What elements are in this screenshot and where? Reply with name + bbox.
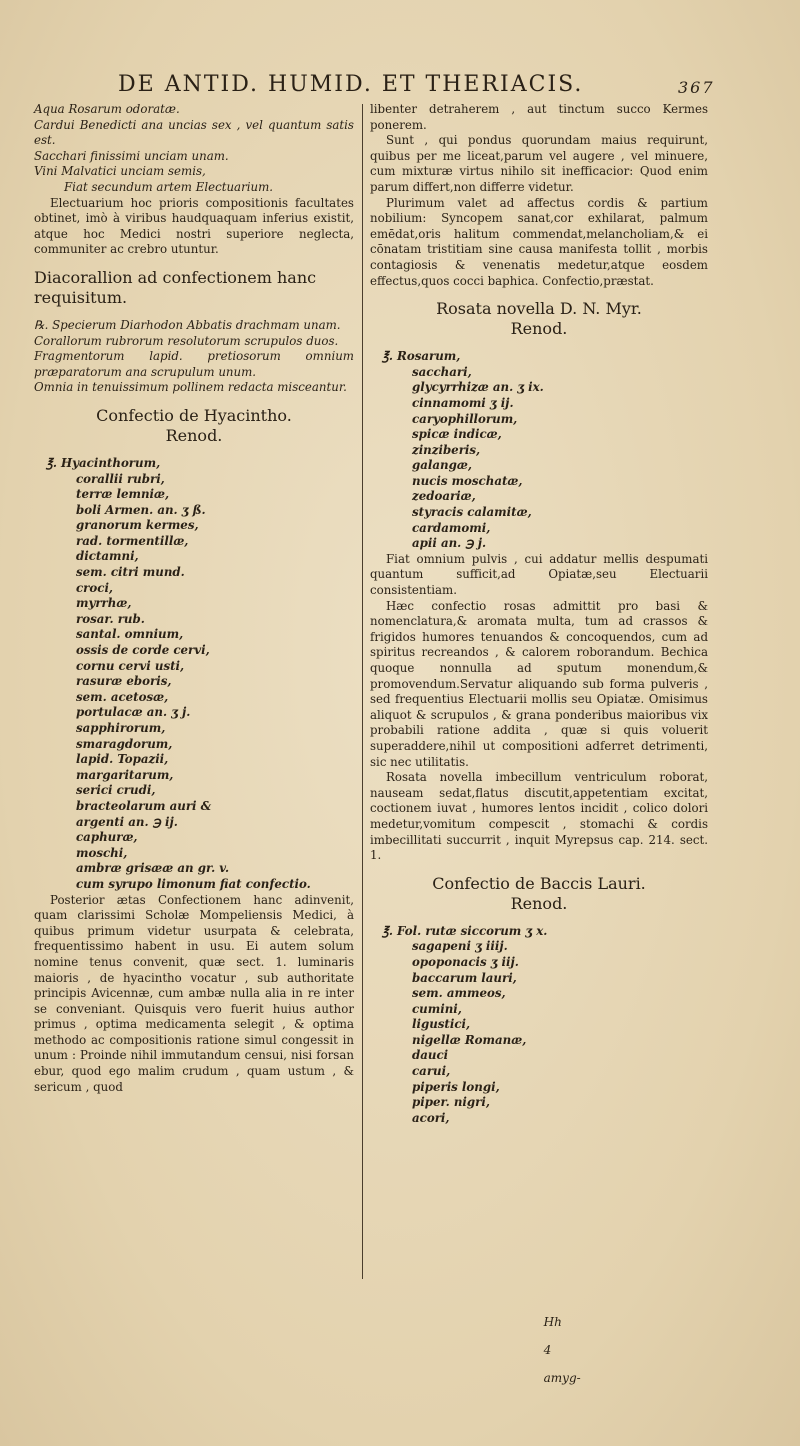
ingredient: boli Armen. an. ʒ ß. [76, 502, 206, 517]
spacer [34, 308, 354, 318]
ingredient: baccarum lauri, [412, 970, 517, 985]
paragraph: Electuarium hoc prioris compositionis facultates obtinet, imò à viribus haudquaquam inferius existit, atque hoc Medici nostri superiore neglecta, communiter ac crebro utuntur. [34, 195, 354, 257]
ingredient: rasuræ eboris, [76, 674, 172, 689]
spacer [370, 864, 708, 874]
section-subheading: Renod. [510, 319, 568, 339]
ingredient: rosar. rub. [76, 611, 145, 626]
recipe-line: Cardui Benedicti ana uncias sex , vel quantum satis est. [34, 117, 354, 148]
ingredient: galangæ, [412, 458, 472, 473]
ingredient: dauci [412, 1048, 449, 1063]
spacer [370, 339, 708, 349]
ingredient: cumini, [412, 1001, 462, 1016]
ingredient: sagapeni ʒ iiij. [412, 939, 508, 954]
recipe-line: ℞. Specierum Diarhodon Abbatis drachmam unam. [34, 317, 341, 332]
ingredient: piperis longi, [412, 1079, 500, 1094]
ingredient: zedoariæ, [412, 489, 476, 504]
ingredient: santal. omnium, [76, 627, 184, 642]
ingredient: smaragdorum, [76, 736, 173, 751]
paragraph: Fiat omnium pulvis , cui addatur mellis despumati quantum sufficit,ad Opiatæ,seu Electuarii consistentiam. [370, 551, 708, 598]
paragraph: Sunt , qui pondus quorundam maius requirunt, quibus per me liceat,parum vel augere , vel minuere, cum mixturæ virtus nihilo sit inefficacior: Quod enim parum differt,non differre videtur. [370, 133, 708, 194]
recipe-line: Sacchari finissimi unciam unam. [34, 148, 229, 163]
recipe-line: Fragmentorum lapid. pretiosorum omnium præparatorum ana scrupulum unum. [34, 349, 354, 379]
ingredient: sapphirorum, [76, 721, 166, 735]
ingredient: piper. nigri, [412, 1095, 490, 1110]
catchword: amyg- [543, 1371, 581, 1385]
ingredient: spicæ indicæ, [412, 427, 502, 442]
recipe-line: Vini Malvatici unciam semis, [34, 164, 206, 179]
ingredient: granorum kermes, [76, 518, 199, 533]
ingredient: ossis de corde cervi, [76, 643, 210, 658]
ingredient: opoponacis ʒ iij. [412, 954, 519, 969]
spacer [370, 914, 708, 924]
recipe-line: Corallorum rubrorum resolutorum scrupulos duos. [34, 333, 339, 348]
running-head [118, 72, 758, 104]
running-title: DE ANTID. HUMID. ET THERIACIS. [118, 72, 584, 97]
recipe-line: Fiat secundum artem Electuarium. [64, 179, 274, 194]
ingredient: moschi, [76, 845, 128, 860]
ingredient: sem. ammeos, [412, 986, 506, 1001]
recipe-line: Omnia in tenuissimum pollinem redacta misceantur. [34, 380, 347, 395]
ingredient: argenti an. ℈ ij. [76, 814, 178, 829]
ingredient: myrrhæ, [76, 596, 132, 611]
paragraph: Rosata novella imbecillum ventriculum roborat, nauseam sedat,flatus discutit,appetentiam excitat, coctionem iuvat , humores lentos incidit , colico dolori medetur,vomitum compescit , stomachi & cordis imbecillitati succurrit , inquit Myrepsus cap. 214. sect. 1. [370, 770, 708, 863]
ingredient: lapid. Topazii, [76, 752, 169, 767]
ingredient: cornu cervi usti, [76, 658, 185, 673]
spacer [34, 396, 354, 406]
ingredient: terræ lemniæ, [76, 487, 170, 502]
ingredient: cardamomi, [412, 520, 491, 535]
ingredient: dictamni, [76, 549, 139, 564]
paragraph: Plurimum valet ad affectus cordis & partium nobilium: Syncopem sanat,cor exhilarat, palmum emēdat,oris halitum commendat,melancholiam,& ei cōnatam tristitiam sine causa manifesta tollit , morbis contagiosis & venenatis medetur,atque eosdem effectus,quos cocci baphica. Confectio,præstat. [370, 195, 708, 288]
left-column [34, 102, 354, 1095]
section-heading: Confectio de Hyacintho. [96, 405, 292, 425]
section-heading: Diacorallion ad confectionem hanc requisitum. [34, 267, 317, 307]
ingredient: margaritarum, [76, 767, 174, 782]
ingredient: caryophillorum, [412, 411, 518, 426]
ingredient: sem. acetosæ, [76, 689, 169, 704]
section-heading: Confectio de Baccis Lauri. [432, 873, 646, 893]
ingredient: carui, [412, 1064, 451, 1079]
ingredient: ℥. Hyacinthorum, [46, 455, 161, 470]
ingredient: sacchari, [412, 364, 472, 379]
spacer [34, 258, 354, 268]
ingredient: croci, [76, 580, 114, 595]
ingredient: glycyrrhizæ an. ʒ ix. [412, 380, 544, 395]
right-column [370, 102, 708, 1126]
page-number: 367 [678, 78, 715, 97]
section-heading: Rosata novella D. N. Myr. [436, 299, 642, 319]
ingredient: acori, [412, 1110, 450, 1125]
section-subheading: Renod. [510, 893, 568, 913]
section-subheading: Renod. [165, 425, 223, 445]
recipe-line: Aqua Rosarum odoratæ. [34, 102, 180, 116]
ingredient: zinziberis, [412, 442, 481, 457]
ingredient: caphuræ, [76, 830, 138, 845]
ingredient: cinnamomi ʒ ij. [412, 395, 514, 410]
ingredient: styracis calamitæ, [412, 505, 532, 520]
ingredient: sem. citri mund. [76, 565, 185, 580]
page-footer [536, 1301, 736, 1385]
spacer [34, 446, 354, 456]
ingredient: serici crudi, [76, 783, 156, 798]
ingredient: corallii rubri, [76, 471, 165, 486]
ingredient: nigellæ Romanæ, [412, 1032, 527, 1047]
ingredient: cum syrupo limonum fiat confectio. [76, 876, 311, 891]
signature-number: 4 [543, 1343, 552, 1357]
ingredient: ambræ grisææ an gr. v. [76, 861, 230, 876]
paragraph: libenter detraherem , aut tinctum succo Kermes ponerem. [370, 102, 708, 132]
ingredient: rad. tormentillæ, [76, 533, 189, 548]
ingredient: bracteolarum auri & [76, 798, 212, 813]
ingredient: apii an. ℈ j. [412, 536, 487, 551]
ingredient: portulacæ an. ʒ j. [76, 705, 191, 720]
column-rule [362, 104, 363, 1279]
paragraph: Hæc confectio rosas admittit pro basi & nomenclatura,& aromata multa, tum ad crassos & frigidos humores tenuandos & concoquendos, cum ad spiritus recreandos , & calorem roborandum. Bechica quoque nonnulla ad sputum monendum,& promovendum.Servatur aliquando sub forma pulveris , sed frequentius Electuarii mollis seu Opiatæ. Omisimus aliquot & scrupulos , & grana ponderibus maioribus vix probabili ratione addita , quæ si quis voluerit superaddere,nihil ut compositioni adferret detrimenti, sic nec utilitatis. [370, 598, 708, 769]
paragraph: Posterior ætas Confectionem hanc adinvenit, quam clarissimi Scholæ Mompeliensis Medici, à quibus primum videtur usurpata & celebrata, frequentissimo habent in usu. Ei autem solum nomine tenus convenit, quæ sect. 1. luminaris maioris , de hyacintho vocatur , sub authoritate principis Avicennæ, cum ambæ nulla alia in re inter se conveniant. Quisquis vero fuerit huius author primus , optima medicamenta selegit , & optima methodo ac compositionis ratione simul congessit in unum : Proinde nihil immutandum censui, nisi forsan ebur, quod ego malim crudum , quam ustum , & sericum , quod [34, 892, 354, 1094]
spacer [370, 289, 708, 299]
signature-mark: Hh [543, 1315, 562, 1329]
ingredient: ℥. Rosarum, [382, 349, 461, 364]
ingredient: ligustici, [412, 1017, 471, 1032]
ingredient: nucis moschatæ, [412, 473, 523, 488]
ingredient: ℥. Fol. rutæ siccorum ʒ x. [382, 923, 548, 938]
